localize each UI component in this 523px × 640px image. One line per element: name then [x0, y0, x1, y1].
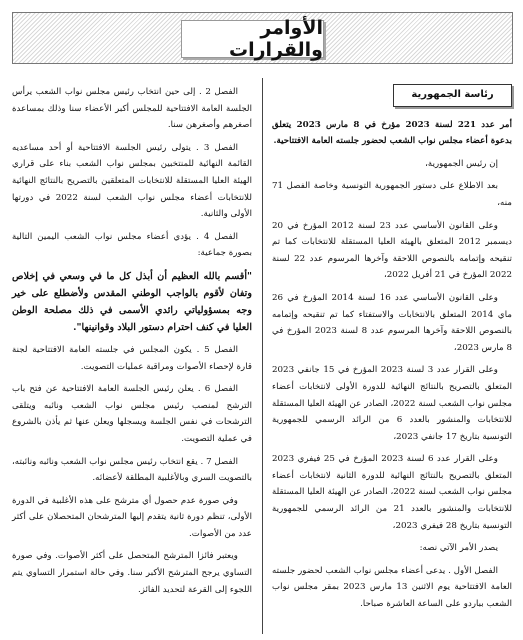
page-title-box: [181, 17, 324, 61]
article-4: الفصل 4 . يؤدي أعضاء مجلس نواب الشعب اليمين التالية بصورة جماعية:: [12, 231, 252, 259]
decree-enactment: يصدر الأمر الآتي نصه:: [419, 543, 498, 554]
decree-visa-decision-6: وعلى القرار عدد 6 لسنة 2023 المؤرخ في 25 فيفري 2023 المتعلق بالتصريح بالنتائج النهائية للدورة الثانية لانتخابات أعضاء مجلس نواب الشعب لسنة 2022، الصادر عن الهيئة العليا المستقلة للانتخابات والمنشور بالعدد 21 من الرائد الرسمي للجمهورية التونسية بتاريخ 28 فيفري 2023،: [272, 454, 513, 531]
decree-visa-law-2012: وعلى القانون الأساسي عدد 23 لسنة 2012 المؤرخ في 20 ديسمبر 2012 المتعلق بالهيئة العليا المستقلة للانتخابات كما تم تنقيحه وإتمامه بالنصوص اللاحقة وآخرها المرسوم عدد 22 لسنة 2022 المؤرخ في 21 أفريل 2022،: [272, 220, 512, 281]
section-label: رئاسة الجمهورية: [393, 84, 512, 107]
article-7-second-round: وفي صورة عدم حصول أي مترشح على هذه الأغلبية في الدورة الأولى، تنظم دورة ثانية يتقدم إليها المترشحان المتحصلان على أكثر عدد من الأصوات.: [12, 495, 252, 539]
article-3: الفصل 3 . يتولى رئيس الجلسة الافتتاحية أو أحد مساعديه القائمة النهائية للمنتخبين بمجلس نواب الشعب بناء على قراري الهيئة العليا المستقلة للانتخابات المتعلقين بالتصريح بالنتائج النهائية للانتخابات أعضاء مجلس نواب الشعب لسنة 2022 في دورتها الأولى والثانية.: [12, 142, 252, 220]
article-5: الفصل 5 . يكون المجلس في جلسته العامة الافتتاحية لجنة قارة لإحصاء الأصوات ومراقبة عمليات التصويت.: [12, 344, 252, 372]
oath-text: "أقسم بالله العظيم أن أبذل كل ما في وسعي في إخلاص وتفان لأقوم بالواجب الوطني المقدس ولأضطلع على خير وجه بمسؤولياتي رائدي الأسمى في ذلك مصلحة الوطن العليا في كنف احترام دستور البلاد وقوانينها".: [12, 270, 252, 333]
article-2: الفصل 2 . إلى حين انتخاب رئيس مجلس نواب الشعب يرأس الجلسة العامة الافتتاحية للمجلس أكبر الأعضاء سنا وذلك بمساعدة أصغرهم وأصغرهن سنا.: [12, 87, 252, 131]
article-7: الفصل 7 . يقع انتخاب رئيس مجلس نواب الشعب ونائبه ونائبته، بالتصويت السري وبالأغلبية المطلقة لأعضائه.: [12, 456, 252, 484]
left-column: [12, 84, 252, 604]
decree-heading: أمر عدد 221 لسنة 2023 مؤرخ في 8 مارس 2023 يتعلق بدعوة أعضاء مجلس نواب الشعب لحضور جلسته العامة الافتتاحية.: [272, 119, 512, 147]
article-7-tie-break: ويعتبر فائزا المترشح المتحصل على أكثر الأصوات. وفي صورة التساوي يرجح المترشح الأكبر سنا. وفي حالة استمرار التساوي يتم اللجوء إلى القرعة لتحديد الفائز.: [12, 551, 252, 595]
decree-visa-law-2014: وعلى القانون الأساسي عدد 16 لسنة 2014 المؤرخ في 26 ماي 2014 المتعلق بالانتخابات والاستفتاء كما تم تنقيحه وإتمامه بالنصوص اللاحقة وآخرها المرسوم عدد 8 لسنة 2023 المؤرخ في 8 مارس 2023،: [272, 292, 512, 353]
right-column: [272, 84, 512, 619]
article-6: الفصل 6 . يعلن رئيس الجلسة العامة الافتتاحية عن فتح باب الترشح لمنصب رئيس مجلس نواب الشعب ونائبه ويتلقى الترشحات في نفس الجلسة ويسجلها ويعلن عنها ثم يأذن بالشروع في عملية التصويت.: [12, 384, 252, 444]
decree-visa-decision-3: وعلى القرار عدد 3 لسنة 2023 المؤرخ في 15 جانفي 2023 المتعلق بالتصريح بالنتائج النهائية للدورة الأولى لانتخابات أعضاء مجلس نواب الشعب لسنة 2022، الصادر عن الهيئة العليا المستقلة للانتخابات والمنشور بالعدد 6 من الرائد الرسمي للجمهورية التونسية بتاريخ 17 جانفي 2023،: [272, 365, 513, 442]
article-1: الفصل الأول . يدعى أعضاء مجلس نواب الشعب لحضور جلسته العامة الافتتاحية يوم الاثنين 13 مارس 2023 بمقر مجلس نواب الشعب بباردو على الساعة العاشرة صباحا.: [272, 565, 513, 610]
column-divider: [262, 78, 263, 634]
decree-visa-constitution: بعد الاطلاع على دستور الجمهورية التونسية وخاصة الفصل 71 منه،: [272, 181, 512, 208]
decree-preamble: إن رئيس الجمهورية،: [425, 158, 498, 169]
page-title: الأوامر والقرارات: [228, 17, 323, 61]
